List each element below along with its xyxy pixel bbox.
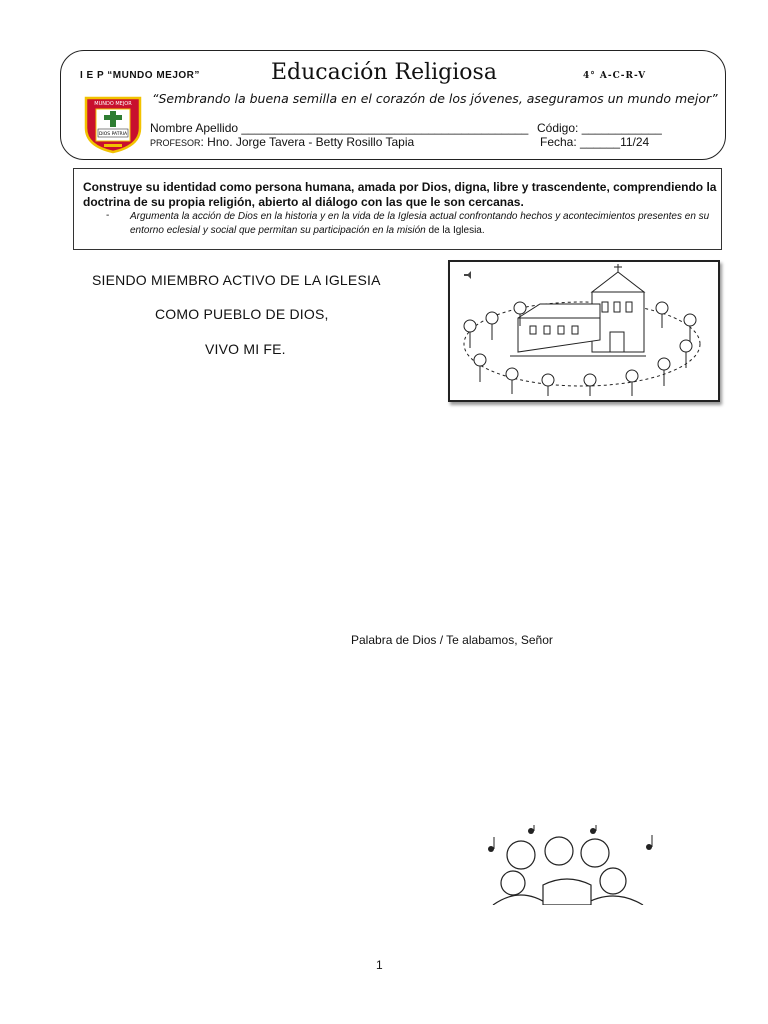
competence-description-tail: de la Iglesia. [425,225,485,236]
page-number: 1 [376,958,383,972]
logo-top-text: MUNDO MEJOR [94,101,132,107]
grade-sections: 4° A-C-R-V [583,71,647,81]
competence-description [130,210,720,238]
teacher-line [150,135,414,149]
lesson-title-line-3: VIVO MI FE. [205,341,286,357]
date-field: Fecha: ______11/24 [540,135,650,149]
church-people-circle-icon [450,262,714,396]
competence-description-text: Argumenta la acción de Dios en la historia y en la vida de la Iglesia actual confrontando hechos y acontecimientos presentes en su entorno eclesial y social que permitan su participación en la misión [130,211,710,236]
liturgical-response: Palabra de Dios / Te alabamos, Señor [351,633,553,647]
singing-children-icon [473,825,661,905]
school-logo-icon [82,94,144,154]
lesson-title-line-2: COMO PUEBLO DE DIOS, [155,306,329,322]
subject-title: Educación Religiosa [271,60,497,85]
teacher-names: : Hno. Jorge Tavera - Betty Rosillo Tapia [200,135,415,149]
logo-banner-text: DIOS PATRIA [98,132,128,137]
competence-title: Construye su identidad como persona humana, amada por Dios, digna, libre y trascendente, comprendiendo la doctrina de su propia religión, abierto al diálogo con las que le son cercanas. [83,180,717,209]
school-name: I E P “MUNDO MEJOR” [80,70,200,81]
lesson-title-line-1: SIENDO MIEMBRO ACTIVO DE LA IGLESIA [92,272,381,288]
teacher-label: PROFESOR [150,138,201,148]
church-illustration [448,260,720,402]
student-code-field: Código: ____________ [537,121,662,135]
student-name-field: Nombre Apellido ___________________________________________ [150,121,529,135]
school-motto: “Sembrando la buena semilla en el corazón de los jóvenes, aseguramos un mundo mejor” [152,91,718,106]
competence-bullet: - [106,210,110,221]
